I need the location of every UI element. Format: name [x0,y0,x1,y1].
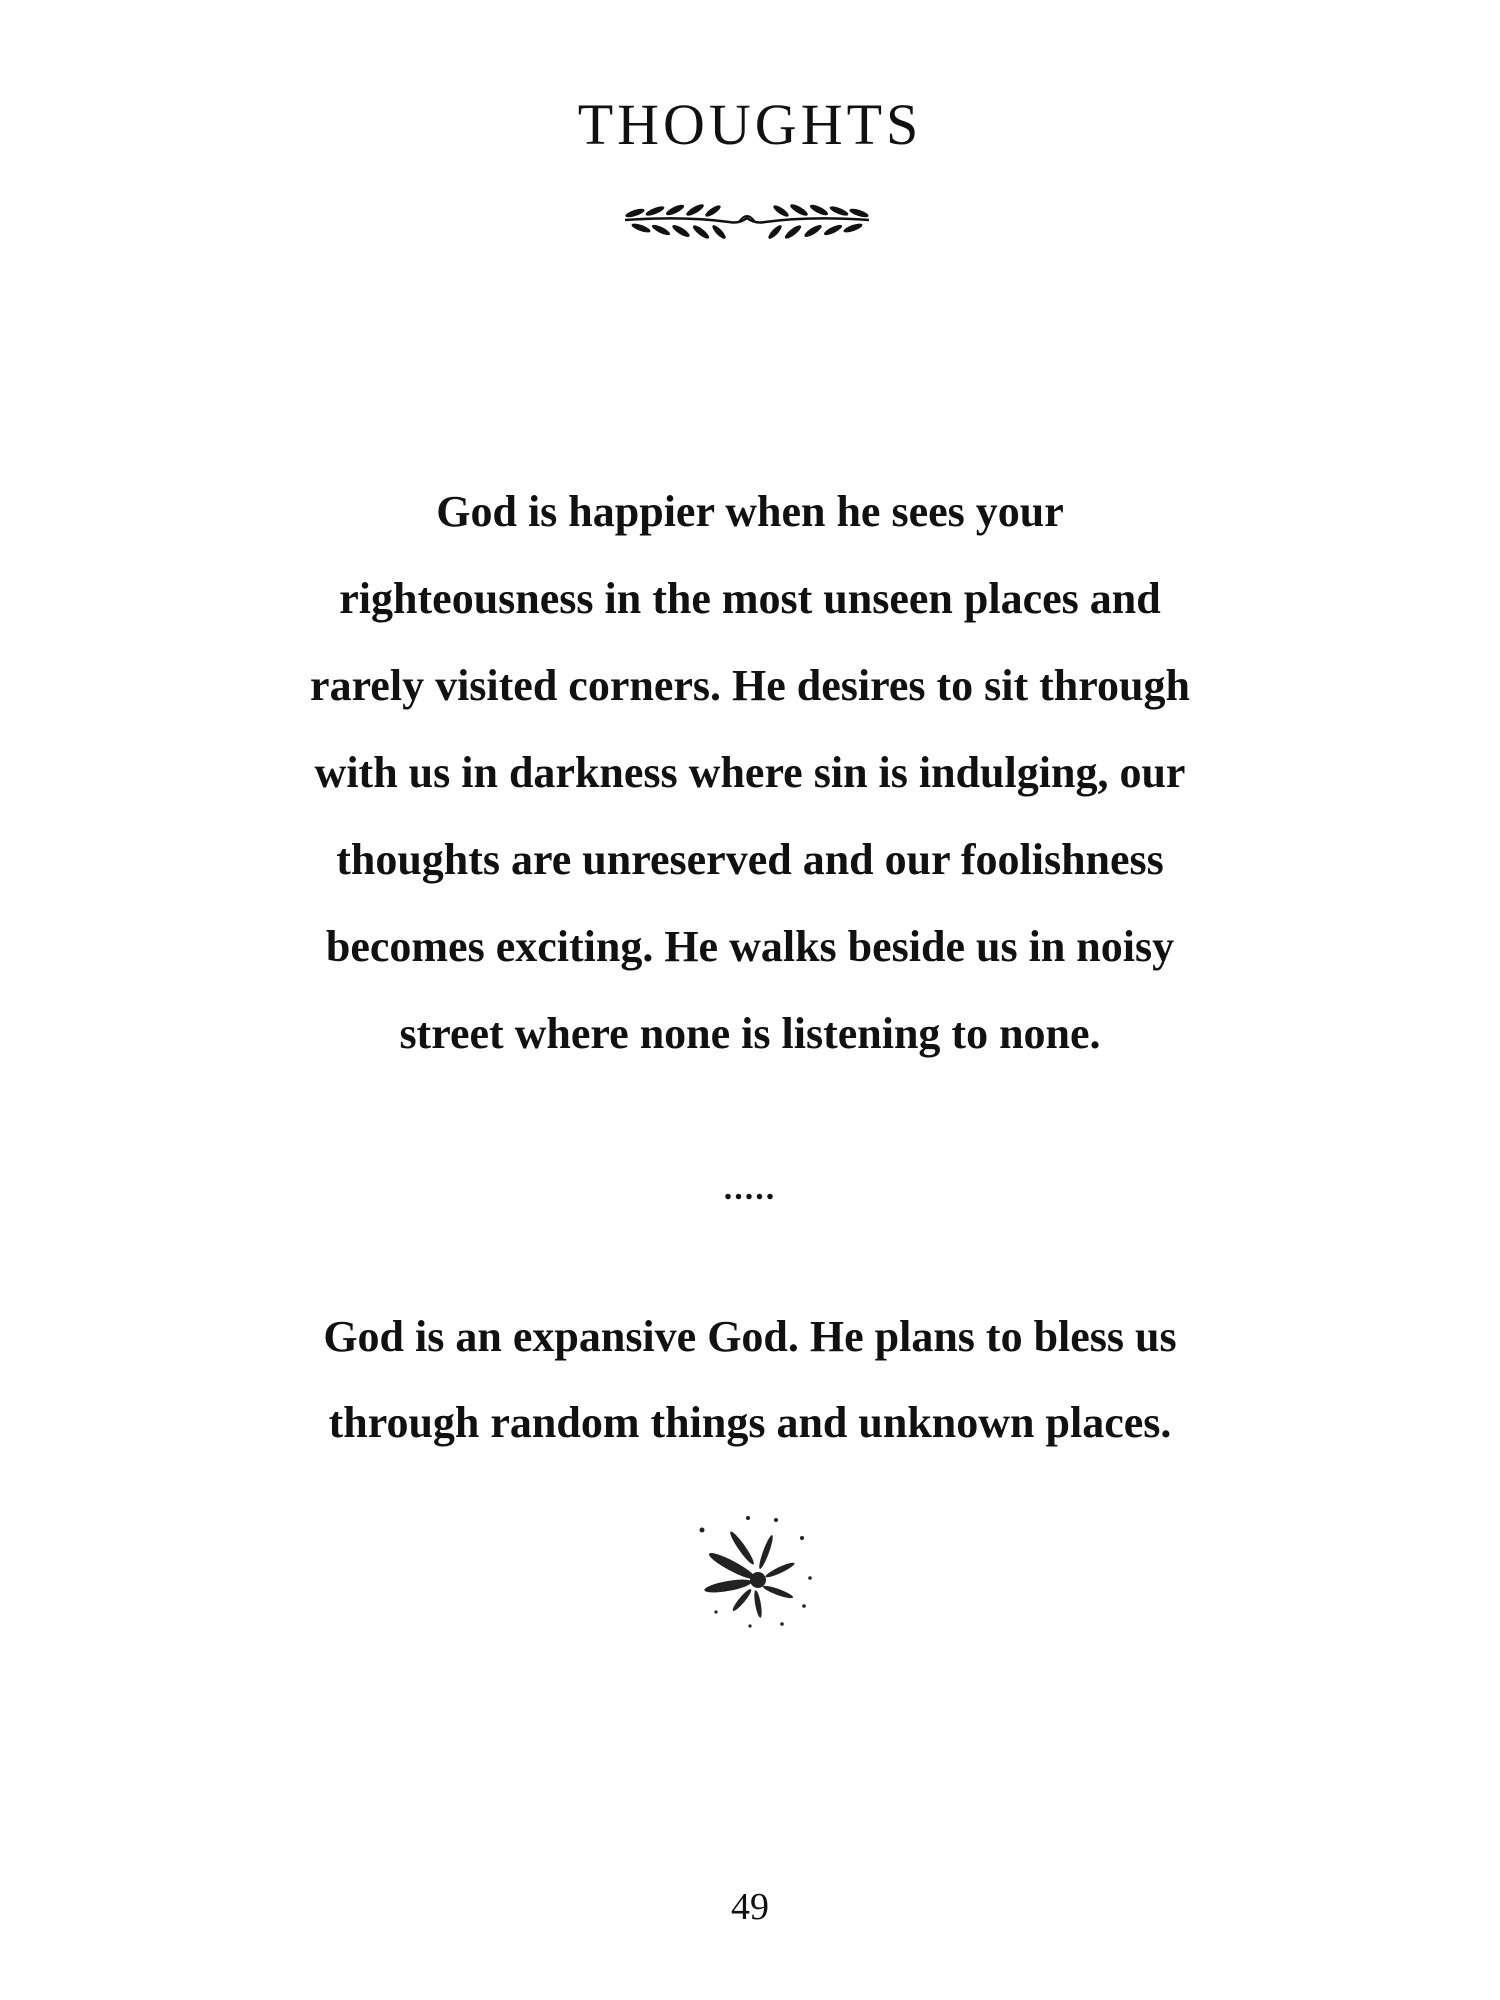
passage-2 [0,1294,1500,1466]
section-separator: ..... [723,1170,777,1207]
passage-1 [0,468,1500,1077]
text-line: God is an expansive God. He plans to bless us [323,1312,1177,1361]
laurel-branch-icon [605,196,889,246]
text-line: becomes exciting. He walks beside us in noisy [325,922,1175,971]
text-line: with us in darkness where sin is indulging, our [314,748,1186,797]
text-line: righteousness in the most unseen places and [339,574,1161,623]
text-line: rarely visited corners. He desires to sit through [310,661,1190,710]
page-title: THOUGHTS [577,92,923,157]
flower-icon [680,1508,830,1638]
page-number: 49 [731,1886,769,1928]
text-line: God is happier when he sees your [436,487,1064,536]
text-line: thoughts are unreserved and our foolishness [336,835,1164,884]
text-line: through random things and unknown places. [328,1398,1172,1447]
text-line: street where none is listening to none. [399,1009,1101,1058]
